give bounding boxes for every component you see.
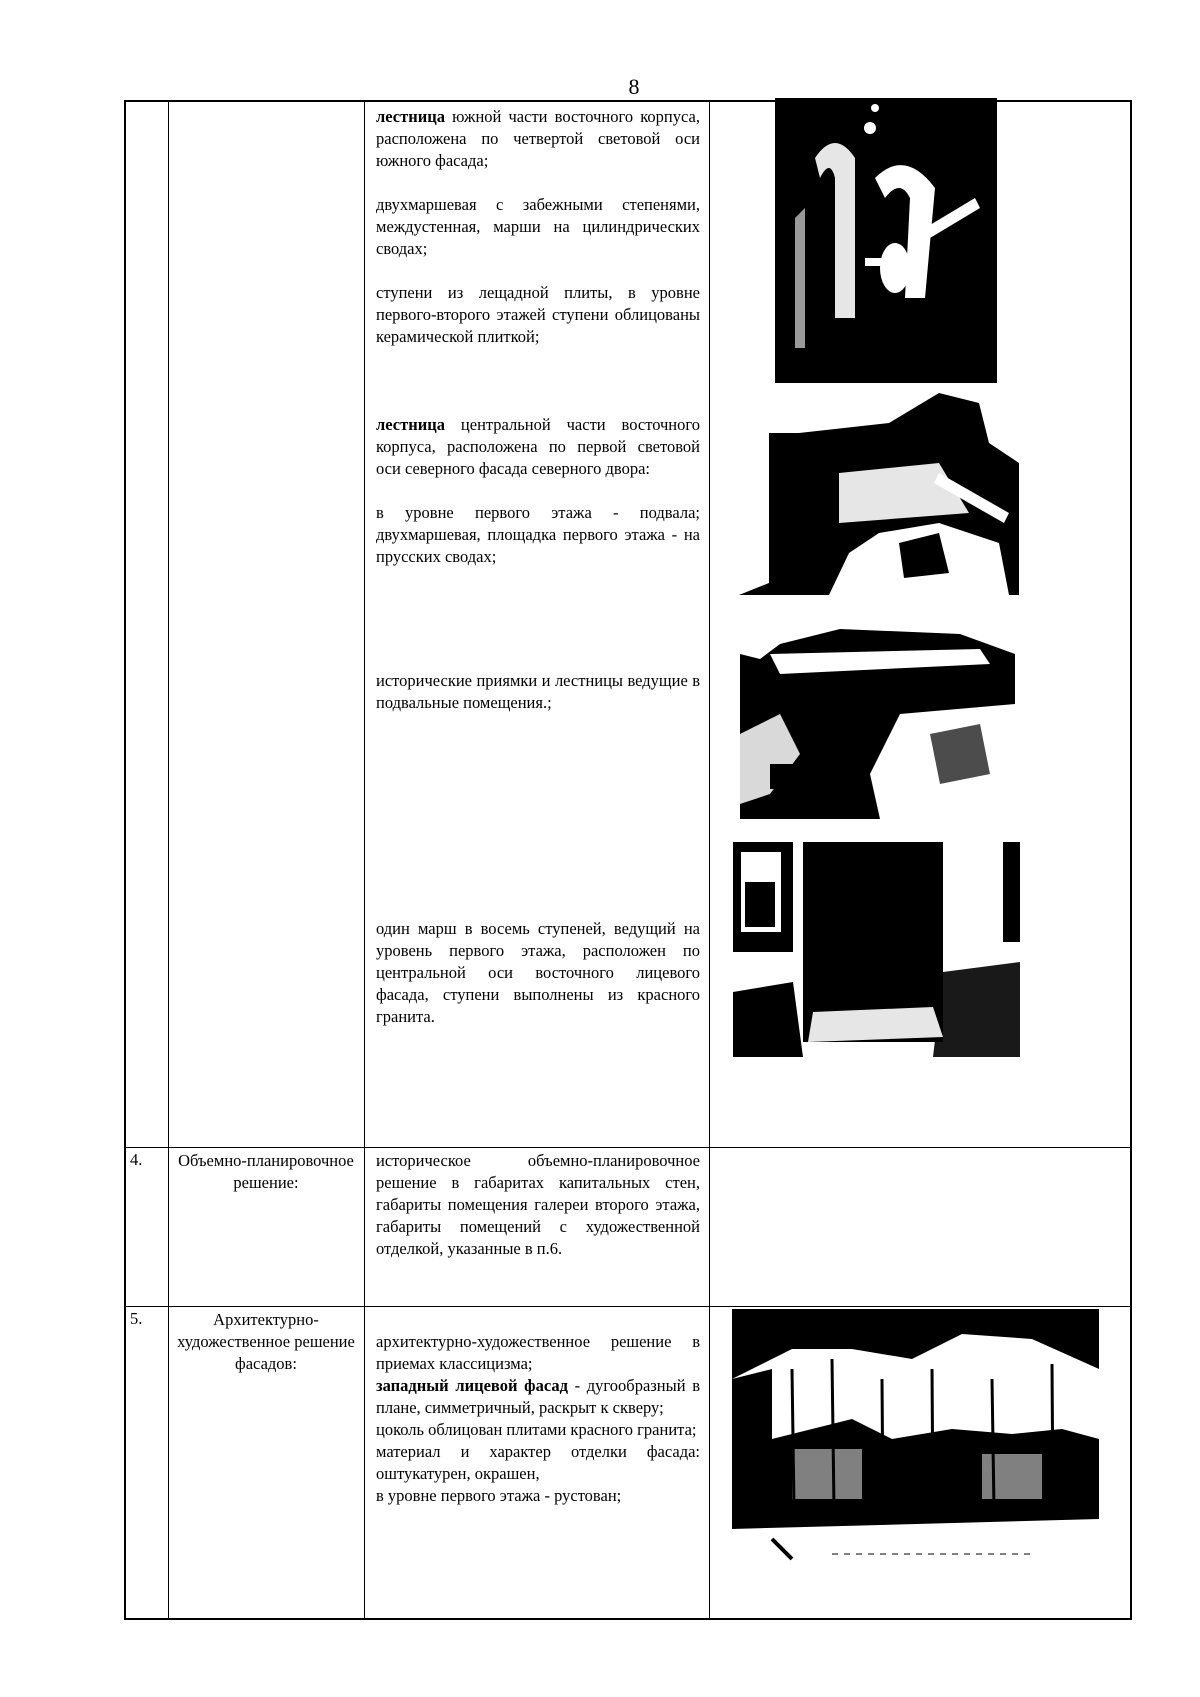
column-divider bbox=[364, 102, 365, 1618]
staircase-description-central: лестница центральной части восточного корпуса, расположена по первой световой оси северного фасада северного двора: в уровне первого этажа - подвала; двухмаршевая, площадка первого этажа - на прусских сводах; bbox=[376, 415, 700, 566]
photo-staircase-south bbox=[775, 98, 997, 392]
row-text-5: архитектурно-художественное решение в приемах классицизма; западный лицевой фасад - дугообразный в плане, симметричный, раскрыт к скверу; цоколь облицован плитами красного гранита; материал и характер отделки фасада: оштукатурен, окрашен, в уровне первого этажа - рустован; bbox=[376, 1332, 700, 1505]
photo-basement-pits bbox=[740, 614, 1015, 819]
photo-staircase-central bbox=[739, 383, 1019, 595]
photo-west-facade bbox=[732, 1309, 1099, 1563]
row-number-5: 5. bbox=[130, 1309, 143, 1328]
row-label-4: Объемно-планировочное решение: bbox=[178, 1151, 354, 1192]
attributes-table bbox=[124, 100, 1132, 1620]
column-divider bbox=[709, 102, 710, 1618]
page-number: 8 bbox=[628, 74, 640, 99]
column-divider bbox=[168, 102, 169, 1618]
row-number-4: 4. bbox=[130, 1150, 143, 1169]
row-label-5: Архитектурно-художественное решение фасадов: bbox=[177, 1310, 355, 1373]
photo-granite-steps bbox=[733, 842, 1020, 1057]
staircase-description-south: лестница южной части восточного корпуса, расположена по четвертой световой оси южного фасада; двухмаршевая с забежными степенями, междустенная, марши на цилиндрических сводах; ступени из лещадной плиты, в уровне первого-второго этажей ступени облицованы керамической плиткой; bbox=[376, 107, 700, 346]
granite-steps-description: один марш в восемь ступеней, ведущий на уровень первого этажа, расположен по центральной оси восточного лицевого фасада, ступени выполнены из красного гранита. bbox=[376, 919, 700, 1026]
basement-pits-description: исторические приямки и лестницы ведущие в подвальные помещения.; bbox=[376, 671, 700, 712]
row-divider bbox=[126, 1147, 1130, 1148]
row-text-4: историческое объемно-планировочное решение в габаритах капитальных стен, габариты помещения галереи второго этажа, габариты помещений с художественной отделкой, указанные в п.6. bbox=[376, 1151, 700, 1258]
row-divider bbox=[126, 1306, 1130, 1307]
